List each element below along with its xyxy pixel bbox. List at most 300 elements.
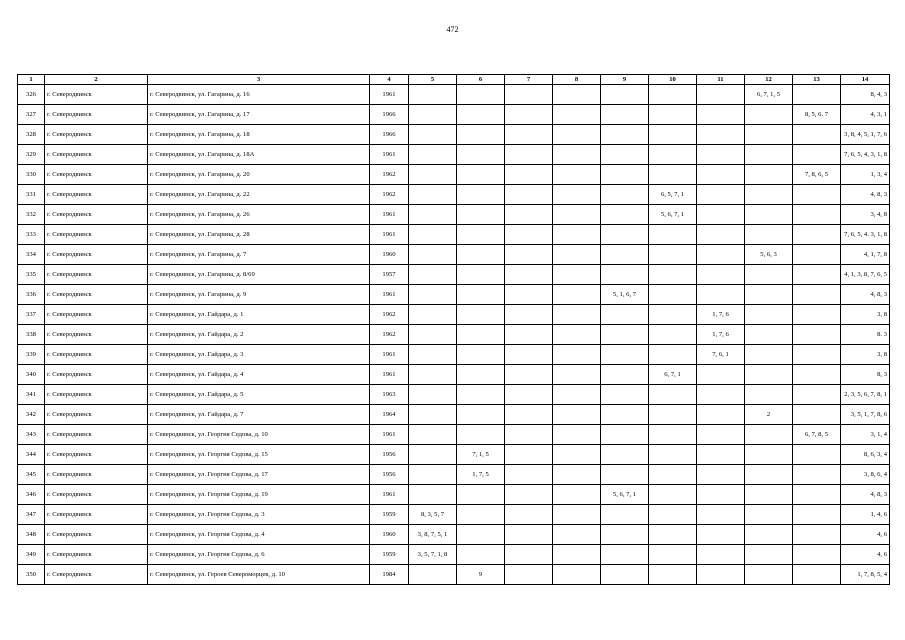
- table-cell-col-3: г. Северодвинск, ул. Георгия Седова, д. 17: [148, 465, 370, 485]
- table-cell-col-1: 332: [18, 205, 45, 225]
- table-cell-col-10: [649, 125, 697, 145]
- table-cell-col-13: [793, 225, 841, 245]
- table-cell-col-8: [553, 105, 601, 125]
- table-cell-col-13: [793, 205, 841, 225]
- column-header-13: 13: [793, 75, 841, 85]
- table-cell-col-5: [409, 105, 457, 125]
- table-cell-col-10: [649, 85, 697, 105]
- table-row: [18, 245, 890, 265]
- column-header-1: 1: [18, 75, 45, 85]
- table-cell-col-7: [505, 345, 553, 365]
- table-cell-col-11: [697, 205, 745, 225]
- table-cell-col-6: [457, 525, 505, 545]
- table-cell-col-4: 1961: [370, 365, 409, 385]
- table-cell-col-14: 4, 3, 1: [841, 105, 890, 125]
- table-cell-col-5: [409, 325, 457, 345]
- table-cell-col-1: 335: [18, 265, 45, 285]
- table-cell-col-3: г. Северодвинск, ул. Гагарина, д. 26: [148, 205, 370, 225]
- table-cell-col-10: [649, 485, 697, 505]
- table-cell-col-14: 4, 6: [841, 545, 890, 565]
- table-cell-col-9: [601, 545, 649, 565]
- table-cell-col-3: г. Северодвинск, ул. Георгия Седова, д. 4: [148, 525, 370, 545]
- table-cell-col-1: 341: [18, 385, 45, 405]
- table-cell-col-5: [409, 425, 457, 445]
- table-cell-col-2: г. Северодвинск: [45, 325, 148, 345]
- table-cell-col-2: г. Северодвинск: [45, 405, 148, 425]
- table-cell-col-12: [745, 445, 793, 465]
- table-cell-col-11: [697, 405, 745, 425]
- table-cell-col-12: [745, 225, 793, 245]
- table-cell-col-6: 1, 7, 5: [457, 465, 505, 485]
- table-row: [18, 185, 890, 205]
- table-cell-col-10: [649, 525, 697, 545]
- table-cell-col-12: [745, 325, 793, 345]
- table-cell-col-6: [457, 145, 505, 165]
- column-header-2: 2: [45, 75, 148, 85]
- table-cell-col-13: [793, 265, 841, 285]
- table-cell-col-14: 3, 8, 4, 5, 1, 7, 6: [841, 125, 890, 145]
- table-row: [18, 385, 890, 405]
- table-row: [18, 105, 890, 125]
- table-cell-col-12: [745, 345, 793, 365]
- table-cell-col-12: [745, 365, 793, 385]
- table-cell-col-3: г. Северодвинск, ул. Гагарина, д. 8/69: [148, 265, 370, 285]
- table-cell-col-8: [553, 85, 601, 105]
- table-cell-col-7: [505, 545, 553, 565]
- table-cell-col-8: [553, 405, 601, 425]
- table-cell-col-11: [697, 485, 745, 505]
- table-cell-col-11: [697, 185, 745, 205]
- table-cell-col-13: [793, 385, 841, 405]
- table-cell-col-3: г. Северодвинск, ул. Гайдара, д. 2: [148, 325, 370, 345]
- table-cell-col-7: [505, 365, 553, 385]
- table-cell-col-5: [409, 265, 457, 285]
- table-cell-col-13: 8, 5, 6. 7: [793, 105, 841, 125]
- table-cell-col-11: [697, 145, 745, 165]
- table-cell-col-9: [601, 85, 649, 105]
- table-row: [18, 305, 890, 325]
- table-cell-col-10: [649, 165, 697, 185]
- table-cell-col-8: [553, 205, 601, 225]
- table-cell-col-12: [745, 185, 793, 205]
- table-cell-col-1: 349: [18, 545, 45, 565]
- table-cell-col-13: [793, 485, 841, 505]
- table-cell-col-2: г. Северодвинск: [45, 525, 148, 545]
- table-cell-col-11: [697, 445, 745, 465]
- table-cell-col-11: 1, 7, 6: [697, 325, 745, 345]
- table-cell-col-4: 1961: [370, 205, 409, 225]
- table-cell-col-5: [409, 565, 457, 585]
- table-row: [18, 545, 890, 565]
- header-row: [18, 75, 890, 85]
- column-header-6: 6: [457, 75, 505, 85]
- table-cell-col-12: [745, 465, 793, 485]
- table-cell-col-14: 3, 4, 8: [841, 205, 890, 225]
- table-cell-col-1: 330: [18, 165, 45, 185]
- table-cell-col-14: 4, 1, 3, 8, 7, 6, 5: [841, 265, 890, 285]
- table-cell-col-6: [457, 205, 505, 225]
- table-cell-col-4: 1961: [370, 85, 409, 105]
- table-row: [18, 85, 890, 105]
- table-cell-col-3: г. Северодвинск, ул. Гагарина, д. 28: [148, 225, 370, 245]
- table-cell-col-3: г. Северодвинск, ул. Гагарина, д. 9: [148, 285, 370, 305]
- table-cell-col-4: 1962: [370, 305, 409, 325]
- table-cell-col-3: г. Северодвинск, ул. Гайдара, д. 3: [148, 345, 370, 365]
- table-cell-col-7: [505, 505, 553, 525]
- table-cell-col-2: г. Северодвинск: [45, 385, 148, 405]
- table-cell-col-1: 342: [18, 405, 45, 425]
- table-cell-col-6: [457, 545, 505, 565]
- table-cell-col-1: 327: [18, 105, 45, 125]
- table-cell-col-7: [505, 465, 553, 485]
- table-cell-col-13: [793, 85, 841, 105]
- table-cell-col-6: [457, 245, 505, 265]
- table-cell-col-6: [457, 385, 505, 405]
- table-cell-col-3: г. Северодвинск, ул. Георгия Седова, д. 3: [148, 505, 370, 525]
- table-cell-col-10: 6, 7, 1: [649, 365, 697, 385]
- table-cell-col-4: 1959: [370, 505, 409, 525]
- table-cell-col-8: [553, 545, 601, 565]
- table-cell-col-4: 1962: [370, 325, 409, 345]
- table-cell-col-2: г. Северодвинск: [45, 105, 148, 125]
- table-cell-col-10: [649, 545, 697, 565]
- table-cell-col-9: [601, 405, 649, 425]
- table-cell-col-5: [409, 365, 457, 385]
- table-cell-col-9: [601, 185, 649, 205]
- table-cell-col-7: [505, 445, 553, 465]
- table-cell-col-12: [745, 425, 793, 445]
- table-cell-col-14: 4, 8, 3: [841, 185, 890, 205]
- table-cell-col-8: [553, 525, 601, 545]
- table-row: [18, 205, 890, 225]
- table-cell-col-10: [649, 405, 697, 425]
- table-cell-col-14: 8. 3: [841, 325, 890, 345]
- table-cell-col-10: [649, 325, 697, 345]
- table-cell-col-5: [409, 405, 457, 425]
- table-cell-col-5: [409, 485, 457, 505]
- table-cell-col-2: г. Северодвинск: [45, 85, 148, 105]
- table-cell-col-14: 3, 8: [841, 345, 890, 365]
- table-row: [18, 285, 890, 305]
- table-row: [18, 365, 890, 385]
- table-cell-col-11: [697, 245, 745, 265]
- table-cell-col-6: [457, 265, 505, 285]
- table-cell-col-11: [697, 165, 745, 185]
- table-cell-col-2: г. Северодвинск: [45, 465, 148, 485]
- table-cell-col-10: [649, 265, 697, 285]
- table-cell-col-11: 1, 7, 6: [697, 305, 745, 325]
- table-cell-col-3: г. Северодвинск, ул. Георгия Седова, д. 10: [148, 425, 370, 445]
- table-cell-col-6: [457, 305, 505, 325]
- table-cell-col-14: 1, 7, 8, 5, 4: [841, 565, 890, 585]
- table-cell-col-9: 5, 1, 6, 7: [601, 285, 649, 305]
- table-cell-col-6: [457, 325, 505, 345]
- table-cell-col-13: [793, 305, 841, 325]
- table-cell-col-5: [409, 305, 457, 325]
- table-cell-col-9: [601, 385, 649, 405]
- table-cell-col-2: г. Северодвинск: [45, 545, 148, 565]
- table-cell-col-9: [601, 125, 649, 145]
- table-cell-col-14: 1, 3, 4: [841, 165, 890, 185]
- table-cell-col-13: [793, 365, 841, 385]
- table-cell-col-10: [649, 445, 697, 465]
- table-cell-col-10: [649, 105, 697, 125]
- table-cell-col-14: 4, 1, 7, 8: [841, 245, 890, 265]
- table-cell-col-9: [601, 145, 649, 165]
- table-cell-col-13: [793, 185, 841, 205]
- table-cell-col-5: [409, 85, 457, 105]
- table-cell-col-11: [697, 125, 745, 145]
- table-cell-col-4: 1966: [370, 125, 409, 145]
- table-cell-col-2: г. Северодвинск: [45, 285, 148, 305]
- table-cell-col-8: [553, 345, 601, 365]
- table-cell-col-13: [793, 505, 841, 525]
- table-cell-col-14: 8, 6, 3, 4: [841, 445, 890, 465]
- table-cell-col-14: 8, 4, 3: [841, 85, 890, 105]
- register-table: [17, 74, 890, 585]
- table-cell-col-1: 337: [18, 305, 45, 325]
- table-cell-col-7: [505, 85, 553, 105]
- table-cell-col-10: [649, 285, 697, 305]
- table-cell-col-7: [505, 185, 553, 205]
- table-cell-col-5: [409, 445, 457, 465]
- table-cell-col-13: [793, 525, 841, 545]
- table-cell-col-9: [601, 505, 649, 525]
- column-header-5: 5: [409, 75, 457, 85]
- table-cell-col-14: 3, 1, 4: [841, 425, 890, 445]
- table-cell-col-5: [409, 385, 457, 405]
- table-cell-col-2: г. Северодвинск: [45, 265, 148, 285]
- table-cell-col-5: [409, 285, 457, 305]
- table-cell-col-10: 5, 6, 7, 1: [649, 205, 697, 225]
- table-cell-col-10: 6, 5, 7, 1: [649, 185, 697, 205]
- table-cell-col-13: 7, 8, 6, 5: [793, 165, 841, 185]
- table-cell-col-5: [409, 465, 457, 485]
- table-cell-col-5: [409, 185, 457, 205]
- table-row: [18, 425, 890, 445]
- table-row: [18, 505, 890, 525]
- table-cell-col-14: 8, 3: [841, 365, 890, 385]
- table-cell-col-7: [505, 285, 553, 305]
- table-cell-col-6: [457, 365, 505, 385]
- table-row: [18, 125, 890, 145]
- table-cell-col-11: [697, 565, 745, 585]
- table-cell-col-12: [745, 165, 793, 185]
- table-cell-col-9: [601, 105, 649, 125]
- table-row: [18, 145, 890, 165]
- table-cell-col-8: [553, 385, 601, 405]
- table-cell-col-9: [601, 445, 649, 465]
- table-cell-col-13: [793, 125, 841, 145]
- table-cell-col-4: 1956: [370, 465, 409, 485]
- table-cell-col-10: [649, 145, 697, 165]
- table-cell-col-14: 1, 4, 6: [841, 505, 890, 525]
- table-cell-col-3: г. Северодвинск, ул. Гагарина, д. 20: [148, 165, 370, 185]
- table-cell-col-2: г. Северодвинск: [45, 485, 148, 505]
- table-cell-col-5: [409, 245, 457, 265]
- table-cell-col-11: [697, 425, 745, 445]
- table-cell-col-8: [553, 125, 601, 145]
- column-header-14: 14: [841, 75, 890, 85]
- table-row: [18, 265, 890, 285]
- table-cell-col-12: 2: [745, 405, 793, 425]
- table-cell-col-11: [697, 385, 745, 405]
- table-cell-col-9: [601, 265, 649, 285]
- table-cell-col-3: г. Северодвинск, ул. Гайдара, д. 1: [148, 305, 370, 325]
- table-cell-col-8: [553, 485, 601, 505]
- table-cell-col-7: [505, 385, 553, 405]
- table-cell-col-5: 8, 3, 5, 7: [409, 505, 457, 525]
- table-cell-col-5: 3, 8, 7, 5, 1: [409, 525, 457, 545]
- table-cell-col-1: 343: [18, 425, 45, 445]
- table-cell-col-2: г. Северодвинск: [45, 125, 148, 145]
- table-body: [18, 85, 890, 585]
- table-cell-col-3: г. Северодвинск, ул. Гагарина, д. 16: [148, 85, 370, 105]
- table-cell-col-8: [553, 505, 601, 525]
- table-cell-col-9: [601, 305, 649, 325]
- table-cell-col-12: [745, 205, 793, 225]
- table-cell-col-1: 339: [18, 345, 45, 365]
- table-cell-col-14: 7, 6, 5, 4, 3, 1, 8: [841, 145, 890, 165]
- table-cell-col-2: г. Северодвинск: [45, 445, 148, 465]
- table-cell-col-8: [553, 185, 601, 205]
- table-cell-col-6: [457, 345, 505, 365]
- table-row: [18, 525, 890, 545]
- table-cell-col-2: г. Северодвинск: [45, 145, 148, 165]
- table-cell-col-10: [649, 505, 697, 525]
- table-cell-col-2: г. Северодвинск: [45, 365, 148, 385]
- table-cell-col-13: 6, 7, 8, 5: [793, 425, 841, 445]
- table-cell-col-4: 1957: [370, 265, 409, 285]
- table-cell-col-7: [505, 305, 553, 325]
- table-cell-col-9: [601, 525, 649, 545]
- table-cell-col-1: 328: [18, 125, 45, 145]
- table-cell-col-9: [601, 425, 649, 445]
- table-cell-col-4: 1962: [370, 185, 409, 205]
- table-cell-col-6: [457, 425, 505, 445]
- table-cell-col-13: [793, 445, 841, 465]
- table-cell-col-7: [505, 565, 553, 585]
- table-cell-col-4: 1959: [370, 545, 409, 565]
- table-cell-col-13: [793, 545, 841, 565]
- table-cell-col-4: 1961: [370, 145, 409, 165]
- table-cell-col-8: [553, 225, 601, 245]
- table-row: [18, 405, 890, 425]
- table-cell-col-2: г. Северодвинск: [45, 425, 148, 445]
- table-cell-col-12: [745, 145, 793, 165]
- table-cell-col-12: [745, 105, 793, 125]
- table-cell-col-5: [409, 225, 457, 245]
- table-cell-col-4: 1956: [370, 445, 409, 465]
- table-cell-col-2: г. Северодвинск: [45, 225, 148, 245]
- table-cell-col-10: [649, 565, 697, 585]
- table-cell-col-2: г. Северодвинск: [45, 245, 148, 265]
- table-cell-col-7: [505, 405, 553, 425]
- table-row: [18, 565, 890, 585]
- table-cell-col-7: [505, 245, 553, 265]
- table-cell-col-13: [793, 285, 841, 305]
- table-cell-col-13: [793, 145, 841, 165]
- table-cell-col-8: [553, 565, 601, 585]
- table-cell-col-10: [649, 305, 697, 325]
- table-cell-col-1: 338: [18, 325, 45, 345]
- table-cell-col-8: [553, 165, 601, 185]
- table-cell-col-9: [601, 165, 649, 185]
- page-number: 472: [446, 25, 459, 34]
- table-cell-col-1: 336: [18, 285, 45, 305]
- table-cell-col-12: 6, 7, 1, 5: [745, 85, 793, 105]
- table-cell-col-8: [553, 325, 601, 345]
- table-cell-col-1: 346: [18, 485, 45, 505]
- table-cell-col-14: 3, 8, 6, 4: [841, 465, 890, 485]
- table-cell-col-8: [553, 465, 601, 485]
- table-cell-col-2: г. Северодвинск: [45, 505, 148, 525]
- table-cell-col-6: [457, 185, 505, 205]
- table-cell-col-14: 7, 6, 5, 4. 3, 1, 8: [841, 225, 890, 245]
- table-cell-col-11: [697, 225, 745, 245]
- table-cell-col-1: 326: [18, 85, 45, 105]
- table-cell-col-12: [745, 265, 793, 285]
- table-cell-col-11: [697, 505, 745, 525]
- table-cell-col-1: 334: [18, 245, 45, 265]
- table-cell-col-7: [505, 165, 553, 185]
- table-cell-col-14: 4, 8, 3: [841, 285, 890, 305]
- table-cell-col-11: 7, 6, 1: [697, 345, 745, 365]
- table-cell-col-6: [457, 225, 505, 245]
- table-cell-col-2: г. Северодвинск: [45, 185, 148, 205]
- column-header-12: 12: [745, 75, 793, 85]
- table-cell-col-7: [505, 325, 553, 345]
- table-cell-col-10: [649, 465, 697, 485]
- table-cell-col-6: [457, 485, 505, 505]
- table-cell-col-5: [409, 205, 457, 225]
- table-row: [18, 485, 890, 505]
- table-cell-col-14: 4, 8, 3: [841, 485, 890, 505]
- table-cell-col-4: 1966: [370, 105, 409, 125]
- table-cell-col-6: [457, 165, 505, 185]
- table-cell-col-12: [745, 385, 793, 405]
- table-cell-col-9: [601, 365, 649, 385]
- table-cell-col-11: [697, 545, 745, 565]
- table-cell-col-10: [649, 425, 697, 445]
- column-header-9: 9: [601, 75, 649, 85]
- table-cell-col-4: 1961: [370, 425, 409, 445]
- table-cell-col-12: [745, 485, 793, 505]
- table-cell-col-3: г. Северодвинск, ул. Гагарина, д. 17: [148, 105, 370, 125]
- table-cell-col-13: [793, 345, 841, 365]
- table-cell-col-4: 1960: [370, 245, 409, 265]
- table-cell-col-6: [457, 505, 505, 525]
- table-cell-col-9: [601, 465, 649, 485]
- table-cell-col-1: 333: [18, 225, 45, 245]
- table-cell-col-9: [601, 345, 649, 365]
- column-header-11: 11: [697, 75, 745, 85]
- table-cell-col-2: г. Северодвинск: [45, 165, 148, 185]
- table-cell-col-14: 3, 5, 1, 7, 8, 6: [841, 405, 890, 425]
- table-row: [18, 165, 890, 185]
- table-cell-col-7: [505, 425, 553, 445]
- table-cell-col-1: 340: [18, 365, 45, 385]
- table-cell-col-11: [697, 265, 745, 285]
- table-cell-col-7: [505, 145, 553, 165]
- table-cell-col-12: [745, 565, 793, 585]
- table-cell-col-7: [505, 225, 553, 245]
- table-cell-col-4: 1964: [370, 405, 409, 425]
- table-cell-col-13: [793, 465, 841, 485]
- table-cell-col-1: 348: [18, 525, 45, 545]
- column-header-4: 4: [370, 75, 409, 85]
- table-cell-col-4: 1961: [370, 225, 409, 245]
